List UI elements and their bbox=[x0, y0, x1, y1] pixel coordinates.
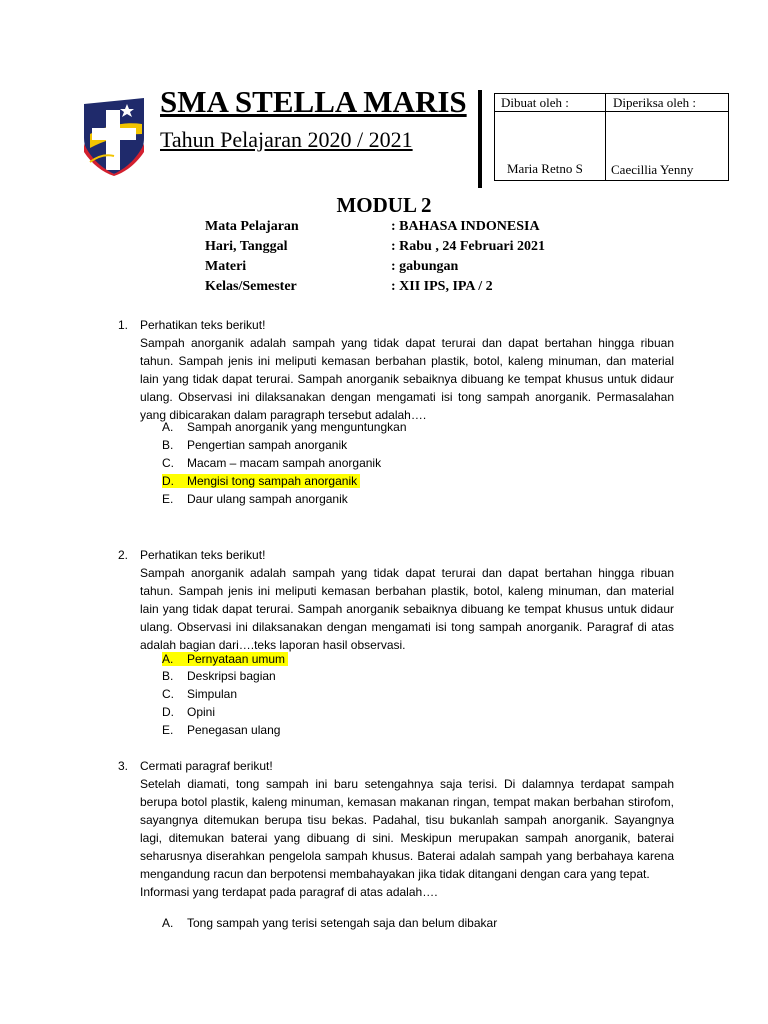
passage-text: Sampah anorganik adalah sampah yang tidak dapat terurai dan dapat bertahan hingga ribuan tahun. Sampah jenis ini meliputi kemasan berbahan plastik, botol, kaleng minuman, dan material lain yang tidak dapat terurai. Sampah anorganik sebaiknya dibuang ke tempat khusus untuk didaur ulang. Observasi ini dilaksanakan dengan mengamati isi tong sampah anorganik. Paragraf di atas adalah bagian dari….teks laporan hasil observasi. bbox=[140, 566, 674, 652]
option-text: Deskripsi bagian bbox=[187, 669, 276, 683]
question-passage bbox=[140, 775, 674, 901]
option-letter: B. bbox=[162, 438, 174, 452]
option-letter: D. bbox=[162, 705, 174, 719]
option-text: Opini bbox=[187, 705, 216, 719]
question-passage bbox=[140, 334, 674, 424]
question-passage bbox=[140, 564, 674, 654]
table-divider bbox=[605, 94, 606, 180]
option-letter: D. bbox=[162, 474, 174, 488]
question-number: 2. bbox=[118, 548, 129, 562]
meta-value: : Rabu , 24 Februari 2021 bbox=[391, 239, 545, 254]
meta-value: : XII IPS, IPA / 2 bbox=[391, 279, 493, 294]
meta-value: : BAHASA INDONESIA bbox=[391, 219, 540, 234]
option-letter: A. bbox=[162, 420, 174, 434]
option-text: Sampah anorganik yang menguntungkan bbox=[187, 420, 407, 434]
meta-label: Hari, Tanggal bbox=[205, 239, 288, 254]
meta-label: Materi bbox=[205, 259, 247, 274]
option-text: Simpulan bbox=[187, 687, 238, 701]
question-number: 1. bbox=[118, 318, 129, 332]
question-instruction: Perhatikan teks berikut! bbox=[140, 548, 266, 562]
option-letter: E. bbox=[162, 723, 174, 737]
made-by-label: Dibuat oleh : bbox=[501, 95, 569, 110]
question-line: Informasi yang terdapat pada paragraf di atas adalah…. bbox=[140, 885, 438, 899]
option-text: Penegasan ulang bbox=[187, 723, 281, 737]
option-text: Pernyataan umum bbox=[187, 652, 286, 666]
option-letter: C. bbox=[162, 456, 174, 470]
option-text: Daur ulang sampah anorganik bbox=[187, 492, 348, 506]
checked-by-label: Diperiksa oleh : bbox=[613, 95, 697, 110]
table-divider bbox=[495, 111, 728, 112]
meta-label: Mata Pelajaran bbox=[205, 219, 299, 234]
option-letter: B. bbox=[162, 669, 174, 683]
option-text: Tong sampah yang terisi setengah saja dan belum dibakar bbox=[187, 916, 498, 930]
checked-by-name: Caecillia Yenny bbox=[611, 162, 694, 177]
meta-value: : gabungan bbox=[391, 259, 459, 274]
made-by-name: Maria Retno S bbox=[507, 161, 583, 176]
school-shield-icon bbox=[80, 94, 148, 176]
option-text: Mengisi tong sampah anorganik bbox=[187, 474, 358, 488]
module-title: MODUL 2 bbox=[336, 193, 432, 217]
passage-text: Sampah anorganik adalah sampah yang tidak dapat terurai dan dapat bertahan hingga ribuan tahun. Sampah jenis ini meliputi kemasan berbahan plastik, botol, kaleng minuman, dan material lain yang tidak dapat terurai. Sampah anorganik sebaiknya dibuang ke tempat khusus untuk didaur ulang. Observasi ini dilaksanakan dengan mengamati isi tong sampah anorganik. Permasalahan yang dibicarakan dalam paragraph tersebut adalah…. bbox=[140, 336, 674, 422]
school-name: SMA STELLA MARIS bbox=[160, 84, 467, 119]
option-text: Pengertian sampah anorganik bbox=[187, 438, 348, 452]
option-a-highlighted[interactable] bbox=[162, 652, 288, 666]
option-letter: A. bbox=[162, 916, 174, 930]
question-number: 3. bbox=[118, 759, 129, 773]
passage-text: Setelah diamati, tong sampah ini baru setengahnya saja terisi. Di dalamnya terdapat sampah berupa botol plastik, kaleng minuman, kemasan makanan ringan, tempat makan berbahan stirofom, sayangnya ditemukan berupa tisu bekas. Padahal, tisu bukanlah sampah anorganik. Sayangnya lagi, ditemukan baterai yang dibuang di sini. Meskipun merupakan sampah anorganik, baterai seharusnya diserahkan pengelola sampah khusus. Baterai adalah sampah yang berbahaya karena mengandung racun dan berpotensi membahayakan jika tidak ditangani dengan cara yang tepat. bbox=[140, 777, 674, 881]
option-letter: E. bbox=[162, 492, 174, 506]
school-year: Tahun Pelajaran 2020 / 2021 bbox=[160, 127, 413, 152]
question-instruction: Perhatikan teks berikut! bbox=[140, 318, 266, 332]
option-letter: A. bbox=[162, 652, 174, 666]
header-divider bbox=[478, 90, 482, 188]
meta-label: Kelas/Semester bbox=[205, 279, 297, 294]
question-instruction: Cermati paragraf berikut! bbox=[140, 759, 273, 773]
option-letter: C. bbox=[162, 687, 174, 701]
option-text: Macam – macam sampah anorganik bbox=[187, 456, 382, 470]
signature-table bbox=[494, 93, 729, 181]
option-d-highlighted[interactable] bbox=[162, 474, 360, 488]
